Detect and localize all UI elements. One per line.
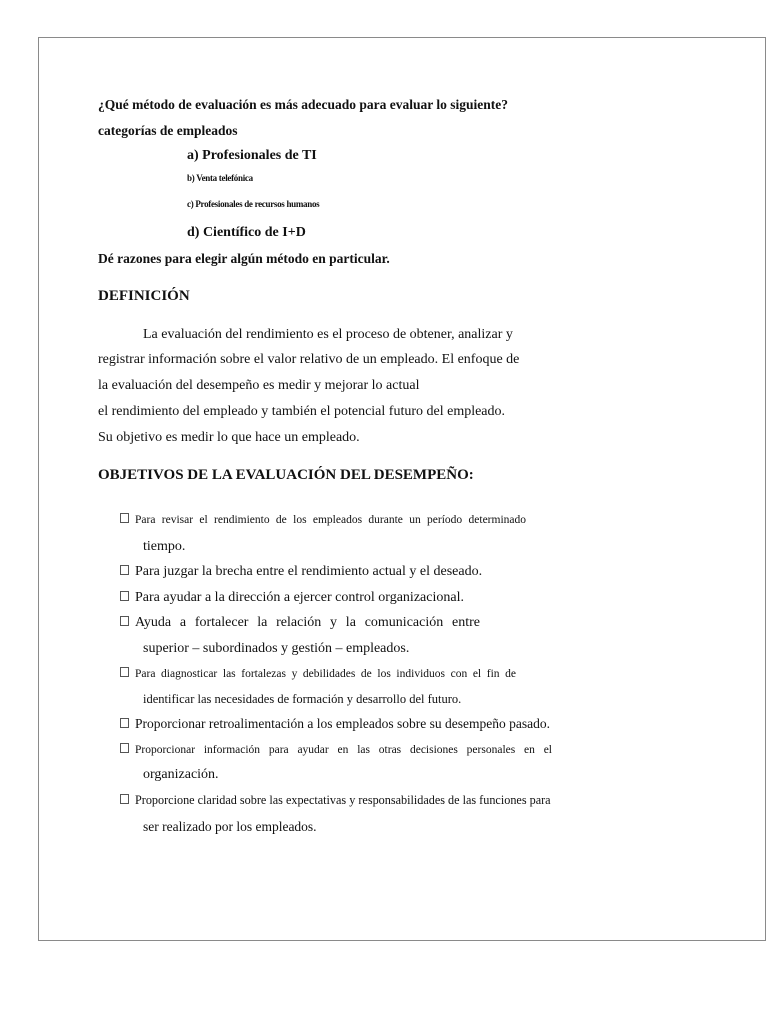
question-line-1: ¿Qué método de evaluación es más adecuado para evaluar lo siguiente?	[98, 97, 508, 112]
objective-item-5-cont: identificar las necesidades de formación y desarrollo del futuro.	[143, 692, 462, 706]
objective-item-7-cont: organización.	[143, 767, 219, 782]
definition-line-2: registrar información sobre el valor relativo de un empleado. El enfoque de	[98, 352, 520, 367]
objective-item-6	[120, 717, 550, 731]
objective-item-5-text: Para diagnosticar las fortalezas y debilidades de los individuos con el fin de	[135, 668, 516, 680]
definition-line-4: el rendimiento del empleado y también el potencial futuro del empleado.	[98, 404, 506, 419]
objective-item-3	[120, 591, 464, 605]
bullet-box-icon	[120, 591, 129, 601]
bullet-box-icon	[120, 565, 129, 575]
option-a: a) Profesionales de TI	[187, 148, 317, 163]
definition-line-3: la evaluación del desempeño es medir y mejorar lo actual	[98, 378, 420, 393]
objective-item-6-text: Proporcionar retroalimentación a los empleados sobre su desempeño pasado.	[135, 716, 550, 731]
objective-item-1-text: Para revisar el rendimiento de los empleados durante un período determinado	[135, 514, 526, 526]
bullet-box-icon	[120, 513, 129, 523]
objective-item-2	[120, 565, 482, 579]
objective-item-5	[120, 667, 516, 681]
objective-item-1-cont: tiempo.	[143, 539, 186, 554]
objective-item-4-cont: superior – subordinados y gestión – empleados.	[143, 641, 410, 656]
objective-item-4-text: Ayuda a fortalecer la relación y la comunicación entre	[135, 615, 480, 630]
objective-item-8	[120, 794, 551, 806]
question-line-2: categorías de empleados	[98, 123, 238, 138]
objectives-heading: OBJETIVOS DE LA EVALUACIÓN DEL DESEMPEÑO:	[98, 467, 474, 483]
bullet-box-icon	[120, 794, 129, 804]
objective-item-7-text: Proporcionar información para ayudar en las otras decisiones personales en el	[135, 744, 552, 756]
question-line-3: Dé razones para elegir algún método en particular.	[98, 251, 390, 266]
bullet-box-icon	[120, 718, 129, 728]
objective-item-3-text: Para ayudar a la dirección a ejercer control organizacional.	[135, 590, 464, 605]
option-d: d) Científico de I+D	[187, 225, 306, 240]
bullet-box-icon	[120, 743, 129, 753]
bullet-box-icon	[120, 667, 129, 677]
objective-item-4	[120, 616, 480, 630]
bullet-box-icon	[120, 616, 129, 626]
objective-item-7	[120, 743, 552, 757]
objective-item-1	[120, 513, 526, 527]
definition-heading: DEFINICIÓN	[98, 288, 190, 304]
option-b: b) Venta telefónica	[187, 173, 253, 183]
definition-line-5: Su objetivo es medir lo que hace un empleado.	[98, 430, 360, 445]
objective-item-2-text: Para juzgar la brecha entre el rendimiento actual y el deseado.	[135, 564, 483, 579]
objective-item-8-text: Proporcione claridad sobre las expectativas y responsabilidades de las funciones para	[135, 793, 551, 807]
definition-line-1: La evaluación del rendimiento es el proceso de obtener, analizar y	[143, 327, 513, 342]
option-c: c) Profesionales de recursos humanos	[187, 199, 320, 209]
objective-item-8-cont: ser realizado por los empleados.	[143, 819, 317, 834]
